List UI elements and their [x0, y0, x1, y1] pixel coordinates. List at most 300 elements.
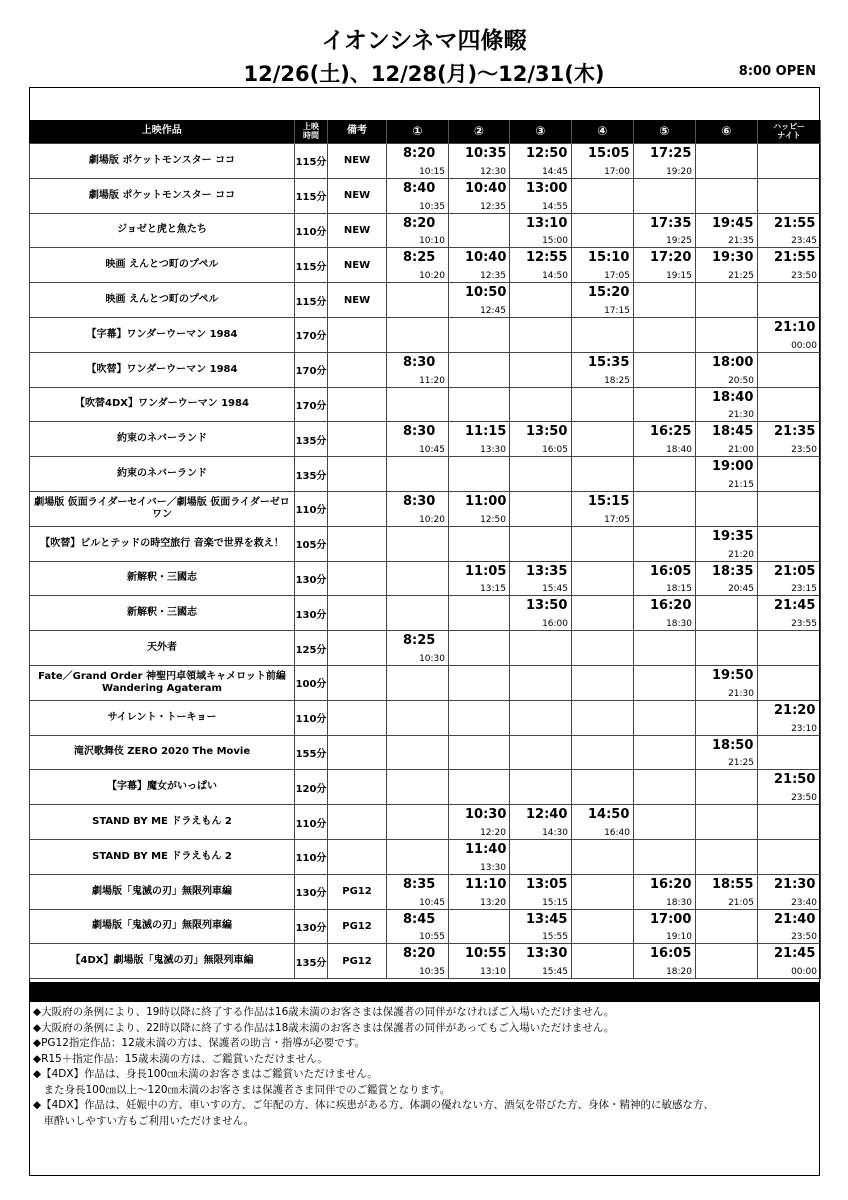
- showtime-slot-screen-5[interactable]: [634, 213, 696, 248]
- note-line: また身長100㎝以上～120㎝未満のお客さまは保護者さま同伴でのご鑑賞となります。: [33, 1083, 451, 1096]
- start-time: 13:00: [526, 180, 568, 196]
- showtime-slot-screen-1[interactable]: [387, 178, 449, 213]
- showtime-slot-screen-1[interactable]: [387, 352, 449, 387]
- showtime-slot-screen-3[interactable]: [510, 944, 572, 979]
- end-time: 15:15: [542, 897, 568, 908]
- end-time: 00:00: [791, 340, 817, 351]
- start-time: 21:45: [774, 598, 816, 614]
- showtime-slot-happy-night[interactable]: [758, 248, 821, 283]
- start-time: 12:40: [526, 807, 568, 823]
- end-time: 10:55: [419, 932, 445, 943]
- showtime-slot-screen-5: [634, 770, 696, 805]
- showtime-slot-screen-3: [510, 700, 572, 735]
- showtime-slot-screen-1[interactable]: [387, 491, 449, 526]
- header-duration: [295, 120, 328, 144]
- end-time: 10:35: [419, 201, 445, 212]
- start-time: 8:40: [403, 180, 436, 196]
- showtime-slot-screen-6: [696, 317, 758, 352]
- showtime-slot-happy-night[interactable]: [758, 213, 821, 248]
- showtime-slot-screen-5: [634, 178, 696, 213]
- start-time: 19:00: [712, 459, 754, 475]
- end-time: 13:20: [480, 897, 506, 908]
- note-line: ◆大阪府の条例により、19時以降に終了する作品は16歳未満のお客さまは保護者の同伴がなければご入場いただけません。: [33, 1006, 615, 1018]
- showtime-slot-screen-6: [696, 283, 758, 318]
- showtime-slot-screen-1[interactable]: [387, 422, 449, 457]
- showtime-slot-screen-3[interactable]: [510, 874, 572, 909]
- showtime-slot-screen-5[interactable]: [634, 909, 696, 944]
- end-time: 14:55: [542, 201, 568, 212]
- end-time: 10:20: [419, 514, 445, 525]
- end-time: 15:00: [542, 236, 568, 247]
- start-time: 10:30: [465, 807, 507, 823]
- start-time: 18:35: [712, 563, 754, 579]
- showtime-slot-screen-4[interactable]: [572, 805, 634, 840]
- start-time: 12:50: [526, 146, 568, 161]
- header-screen-5: ⑤: [634, 120, 696, 144]
- movie-title: 【吹替4DX】ワンダーウーマン 1984: [30, 387, 295, 422]
- table-row: [30, 944, 821, 979]
- start-time: 11:40: [465, 841, 507, 857]
- showtime-slot-screen-6[interactable]: [696, 387, 758, 422]
- end-time: 21:25: [728, 271, 754, 282]
- showtime-slot-screen-6[interactable]: [696, 735, 758, 770]
- showtime-slot-happy-night[interactable]: [758, 561, 821, 596]
- showtime-slot-screen-6[interactable]: [696, 665, 758, 700]
- start-time: 16:20: [650, 876, 692, 892]
- showtime-slot-screen-4: [572, 909, 634, 944]
- end-time: 12:20: [480, 827, 506, 838]
- movie-duration: 115分: [295, 178, 328, 213]
- showtime-slot-screen-3[interactable]: [510, 596, 572, 631]
- end-time: 11:20: [419, 375, 445, 386]
- showtime-slot-happy-night[interactable]: [758, 422, 821, 457]
- showtime-slot-screen-2: [449, 735, 510, 770]
- start-time: 17:25: [650, 146, 692, 161]
- start-time: 8:30: [403, 424, 436, 440]
- showtime-slot-screen-6: [696, 839, 758, 874]
- table-row: [30, 805, 821, 840]
- showtime-slot-screen-4: [572, 631, 634, 666]
- showtime-slot-screen-5[interactable]: [634, 944, 696, 979]
- start-time: 16:25: [650, 424, 692, 440]
- showtime-slot-screen-2[interactable]: [449, 178, 510, 213]
- showtime-slot-screen-3[interactable]: [510, 561, 572, 596]
- showtime-slot-screen-2: [449, 526, 510, 561]
- end-time: 23:40: [791, 897, 817, 908]
- header-happy-night: [758, 120, 821, 144]
- movie-note: [328, 805, 387, 840]
- showtime-slot-screen-6[interactable]: [696, 213, 758, 248]
- showtime-slot-screen-6[interactable]: [696, 874, 758, 909]
- showtime-slot-screen-3: [510, 839, 572, 874]
- note-line: ◆【4DX】作品は、身長100㎝未満のお客さまはご鑑賞いただけません。: [33, 1068, 378, 1080]
- start-time: 19:35: [712, 528, 754, 544]
- end-time: 00:00: [791, 967, 817, 978]
- showtime-slot-happy-night: [758, 491, 821, 526]
- end-time: 23:50: [791, 271, 817, 282]
- showtime-slot-happy-night[interactable]: [758, 770, 821, 805]
- movie-note: PG12: [328, 944, 387, 979]
- showtime-slot-screen-6: [696, 770, 758, 805]
- showtime-slot-happy-night: [758, 144, 821, 179]
- start-time: 11:10: [465, 876, 507, 892]
- end-time: 21:30: [728, 410, 754, 421]
- end-time: 15:45: [542, 967, 568, 978]
- movie-note: [328, 491, 387, 526]
- start-time: 10:50: [465, 285, 507, 301]
- showtime-slot-screen-2[interactable]: [449, 283, 510, 318]
- showtime-slot-screen-5: [634, 457, 696, 492]
- start-time: 21:55: [774, 250, 816, 266]
- showtime-slot-happy-night[interactable]: [758, 909, 821, 944]
- table-row: [30, 213, 821, 248]
- showtime-slot-screen-3[interactable]: [510, 422, 572, 457]
- showtime-slot-happy-night: [758, 352, 821, 387]
- showtime-slot-screen-1: [387, 457, 449, 492]
- schedule-table: [29, 120, 821, 979]
- start-time: 11:05: [465, 563, 507, 579]
- showtime-slot-screen-5: [634, 317, 696, 352]
- showtime-slot-screen-1[interactable]: [387, 248, 449, 283]
- start-time: 10:35: [465, 146, 507, 161]
- open-time: 8:00 OPEN: [738, 64, 816, 79]
- showtime-slot-screen-5: [634, 283, 696, 318]
- showtime-slot-happy-night: [758, 805, 821, 840]
- start-time: 21:40: [774, 911, 816, 927]
- end-time: 21:05: [728, 897, 754, 908]
- end-time: 10:45: [419, 897, 445, 908]
- showtime-slot-screen-1: [387, 526, 449, 561]
- showtime-slot-screen-4[interactable]: [572, 144, 634, 179]
- start-time: 10:40: [465, 250, 507, 266]
- showtime-slot-screen-3: [510, 491, 572, 526]
- table-header: [30, 120, 821, 144]
- start-time: 16:05: [650, 946, 692, 962]
- end-time: 20:50: [728, 375, 754, 386]
- showtime-slot-happy-night: [758, 665, 821, 700]
- movie-note: [328, 665, 387, 700]
- movie-note: PG12: [328, 909, 387, 944]
- showtime-slot-screen-5[interactable]: [634, 248, 696, 283]
- movie-duration: 120分: [295, 770, 328, 805]
- showtime-slot-happy-night[interactable]: [758, 944, 821, 979]
- end-time: 17:05: [604, 514, 630, 525]
- showtime-slot-screen-1[interactable]: [387, 909, 449, 944]
- note-line: 車酔いしやすい方もご利用いただけません。: [33, 1114, 255, 1127]
- showtime-slot-screen-3: [510, 352, 572, 387]
- movie-note: NEW: [328, 144, 387, 179]
- movie-title: 【吹替】ビルとテッドの時空旅行 音楽で世界を救え！: [30, 526, 295, 561]
- start-time: 8:30: [403, 354, 436, 370]
- showtime-slot-screen-2[interactable]: [449, 944, 510, 979]
- showtime-slot-screen-1: [387, 805, 449, 840]
- showtime-slot-screen-6: [696, 631, 758, 666]
- end-time: 15:55: [542, 932, 568, 943]
- showtime-slot-screen-2: [449, 352, 510, 387]
- table-row: [30, 596, 821, 631]
- showtime-slot-screen-4: [572, 596, 634, 631]
- showtime-slot-screen-1: [387, 561, 449, 596]
- showtime-slot-screen-4: [572, 457, 634, 492]
- showtime-slot-screen-6: [696, 909, 758, 944]
- start-time: 8:25: [403, 633, 436, 649]
- movie-title: ジョゼと虎と魚たち: [30, 213, 295, 248]
- note-line: ◆【4DX】作品は、妊娠中の方、車いすの方、ご年配の方、体に疾患がある方、体調の優れない方、酒気を帯びた方、身体・精神的に敏感な方、: [33, 1099, 715, 1111]
- showtime-slot-screen-3: [510, 735, 572, 770]
- showtime-slot-screen-1: [387, 283, 449, 318]
- showtime-slot-screen-4: [572, 839, 634, 874]
- movie-note: [328, 839, 387, 874]
- showtime-slot-happy-night[interactable]: [758, 874, 821, 909]
- showtime-slot-screen-5[interactable]: [634, 144, 696, 179]
- showtime-slot-screen-5: [634, 665, 696, 700]
- end-time: 21:15: [728, 479, 754, 490]
- showtime-slot-happy-night: [758, 735, 821, 770]
- end-time: 10:10: [419, 236, 445, 247]
- showtime-slot-screen-5[interactable]: [634, 874, 696, 909]
- showtime-slot-screen-4: [572, 317, 634, 352]
- start-time: 13:05: [526, 876, 568, 892]
- showtime-slot-screen-4: [572, 213, 634, 248]
- start-time: 10:55: [465, 946, 507, 962]
- start-time: 17:00: [650, 911, 692, 927]
- movie-title: 【字幕】魔女がいっぱい: [30, 770, 295, 805]
- end-time: 16:40: [604, 827, 630, 838]
- showtime-slot-screen-5[interactable]: [634, 561, 696, 596]
- showtime-slot-screen-6[interactable]: [696, 526, 758, 561]
- start-time: 19:30: [712, 250, 754, 266]
- header-title: 上映作品: [30, 120, 295, 144]
- start-time: 10:40: [465, 180, 507, 196]
- start-time: 8:25: [403, 250, 436, 266]
- movie-duration: 170分: [295, 317, 328, 352]
- note-line: ◆PG12指定作品：12歳未満の方は、保護者の助言・指導が必要です。: [33, 1037, 365, 1049]
- start-time: 15:20: [588, 285, 630, 301]
- end-time: 10:45: [419, 445, 445, 456]
- showtime-slot-screen-4[interactable]: [572, 283, 634, 318]
- header-screen-3: ③: [510, 120, 572, 144]
- showtime-slot-screen-6[interactable]: [696, 248, 758, 283]
- showtime-slot-screen-1[interactable]: [387, 944, 449, 979]
- showtime-slot-screen-2[interactable]: [449, 248, 510, 283]
- showtime-slot-screen-3[interactable]: [510, 213, 572, 248]
- movie-title: STAND BY ME ドラえもん 2: [30, 805, 295, 840]
- showtime-slot-screen-1[interactable]: [387, 631, 449, 666]
- showtime-slot-screen-4: [572, 178, 634, 213]
- end-time: 23:50: [791, 445, 817, 456]
- showtime-slot-screen-1[interactable]: [387, 144, 449, 179]
- showtime-slot-screen-6: [696, 491, 758, 526]
- showtime-slot-screen-2: [449, 457, 510, 492]
- start-time: 21:20: [774, 702, 816, 718]
- showtime-slot-screen-3[interactable]: [510, 144, 572, 179]
- showtime-slot-screen-5: [634, 839, 696, 874]
- showtime-slot-happy-night[interactable]: [758, 317, 821, 352]
- showtime-slot-screen-4[interactable]: [572, 352, 634, 387]
- movie-duration: 155分: [295, 735, 328, 770]
- movie-note: NEW: [328, 178, 387, 213]
- movie-duration: 135分: [295, 944, 328, 979]
- showtime-slot-screen-2[interactable]: [449, 422, 510, 457]
- showtime-slot-screen-3[interactable]: [510, 909, 572, 944]
- showtime-slot-screen-3: [510, 317, 572, 352]
- showtime-slot-screen-6: [696, 144, 758, 179]
- header-duration-label: 上映 時間: [303, 122, 319, 140]
- movie-note: [328, 352, 387, 387]
- showtime-slot-screen-3: [510, 770, 572, 805]
- showtime-slot-screen-4: [572, 770, 634, 805]
- movie-title: 約束のネバーランド: [30, 457, 295, 492]
- movie-note: [328, 631, 387, 666]
- start-time: 11:15: [465, 424, 507, 440]
- showtime-slot-screen-2: [449, 213, 510, 248]
- header-note: 備考: [328, 120, 387, 144]
- showtime-slot-screen-4[interactable]: [572, 491, 634, 526]
- showtime-slot-screen-4: [572, 561, 634, 596]
- end-time: 23:45: [791, 236, 817, 247]
- end-time: 12:30: [480, 166, 506, 177]
- end-time: 10:20: [419, 271, 445, 282]
- showtime-slot-happy-night[interactable]: [758, 700, 821, 735]
- showtime-slot-screen-4[interactable]: [572, 248, 634, 283]
- showtime-slot-screen-3: [510, 387, 572, 422]
- showtime-slot-happy-night[interactable]: [758, 596, 821, 631]
- movie-duration: 130分: [295, 596, 328, 631]
- end-time: 16:00: [542, 619, 568, 630]
- start-time: 15:35: [588, 354, 630, 370]
- movie-duration: 110分: [295, 839, 328, 874]
- movie-title: 【吹替】ワンダーウーマン 1984: [30, 352, 295, 387]
- showtime-slot-happy-night: [758, 387, 821, 422]
- movie-duration: 135分: [295, 457, 328, 492]
- end-time: 19:25: [666, 236, 692, 247]
- showtime-slot-screen-2[interactable]: [449, 144, 510, 179]
- showtime-slot-screen-6: [696, 944, 758, 979]
- showtime-slot-screen-6: [696, 596, 758, 631]
- movie-duration: 110分: [295, 491, 328, 526]
- movie-note: NEW: [328, 213, 387, 248]
- table-row: [30, 700, 821, 735]
- end-time: 14:30: [542, 827, 568, 838]
- header-happy-label: ハッピー ナイト: [773, 122, 805, 140]
- start-time: 21:35: [774, 424, 816, 440]
- showtime-slot-screen-6[interactable]: [696, 457, 758, 492]
- showtime-slot-screen-3[interactable]: [510, 805, 572, 840]
- showtime-slot-screen-4: [572, 944, 634, 979]
- end-time: 12:45: [480, 305, 506, 316]
- showtime-slot-screen-4: [572, 700, 634, 735]
- movie-title: 新解釈・三國志: [30, 596, 295, 631]
- cinema-title: イオンシネマ四條畷: [321, 28, 527, 54]
- movie-title: Fate／Grand Order 神聖円卓領域キャメロット前編 Wandering Agateram: [30, 665, 295, 700]
- showtime-slot-screen-2: [449, 387, 510, 422]
- end-time: 23:50: [791, 793, 817, 804]
- movie-note: [328, 387, 387, 422]
- end-time: 18:40: [666, 445, 692, 456]
- end-time: 19:10: [666, 932, 692, 943]
- showtime-slot-screen-5: [634, 491, 696, 526]
- start-time: 8:45: [403, 911, 436, 927]
- showtime-slot-screen-1: [387, 770, 449, 805]
- end-time: 13:10: [480, 967, 506, 978]
- start-time: 8:20: [403, 215, 436, 231]
- showtime-slot-screen-1[interactable]: [387, 213, 449, 248]
- movie-duration: 170分: [295, 352, 328, 387]
- showtime-slot-screen-2[interactable]: [449, 561, 510, 596]
- showtime-slot-screen-2[interactable]: [449, 491, 510, 526]
- start-time: 13:50: [526, 598, 568, 614]
- showtime-slot-screen-1: [387, 596, 449, 631]
- showtime-slot-screen-6[interactable]: [696, 422, 758, 457]
- showtime-slot-screen-1: [387, 665, 449, 700]
- end-time: 16:05: [542, 445, 568, 456]
- showtime-slot-screen-5: [634, 805, 696, 840]
- showtime-slot-screen-2: [449, 317, 510, 352]
- movie-duration: 110分: [295, 805, 328, 840]
- movie-duration: 115分: [295, 248, 328, 283]
- header-screen-4: ④: [572, 120, 634, 144]
- note-line: ◆大阪府の条例により、22時以降に終了する作品は18歳未満のお客さまは保護者の同伴があってもご入場いただけません。: [33, 1021, 615, 1034]
- showtime-slot-screen-1[interactable]: [387, 874, 449, 909]
- header-screen-2: ②: [449, 120, 510, 144]
- end-time: 21:35: [728, 236, 754, 247]
- end-time: 18:20: [666, 967, 692, 978]
- showtime-slot-screen-3[interactable]: [510, 178, 572, 213]
- showtime-slot-screen-3: [510, 631, 572, 666]
- showtime-slot-screen-5: [634, 387, 696, 422]
- showtime-slot-screen-2: [449, 665, 510, 700]
- end-time: 21:30: [728, 688, 754, 699]
- end-time: 18:15: [666, 584, 692, 595]
- showtime-slot-screen-2[interactable]: [449, 839, 510, 874]
- movie-duration: 130分: [295, 874, 328, 909]
- start-time: 8:30: [403, 493, 436, 509]
- start-time: 21:30: [774, 876, 816, 892]
- movie-note: NEW: [328, 248, 387, 283]
- start-time: 13:45: [526, 911, 568, 927]
- start-time: 21:10: [774, 319, 816, 335]
- footer-bar: [29, 982, 820, 1002]
- showtime-slot-screen-3[interactable]: [510, 248, 572, 283]
- start-time: 17:35: [650, 215, 692, 231]
- start-time: 19:45: [712, 215, 754, 231]
- showtime-slot-screen-6[interactable]: [696, 561, 758, 596]
- showtime-slot-screen-2[interactable]: [449, 874, 510, 909]
- start-time: 21:45: [774, 946, 816, 962]
- start-time: 12:55: [526, 250, 568, 266]
- showtime-slot-screen-6[interactable]: [696, 352, 758, 387]
- table-row: [30, 735, 821, 770]
- end-time: 23:15: [791, 584, 817, 595]
- movie-note: NEW: [328, 283, 387, 318]
- start-time: 13:50: [526, 424, 568, 440]
- showtime-slot-screen-2[interactable]: [449, 805, 510, 840]
- movie-title: 劇場版 ポケットモンスター ココ: [30, 178, 295, 213]
- table-row: [30, 874, 821, 909]
- showtime-slot-screen-5[interactable]: [634, 596, 696, 631]
- showtime-slot-screen-4: [572, 387, 634, 422]
- movie-duration: 115分: [295, 283, 328, 318]
- showtime-slot-screen-5[interactable]: [634, 422, 696, 457]
- movie-duration: 135分: [295, 422, 328, 457]
- end-time: 23:55: [791, 619, 817, 630]
- end-time: 18:30: [666, 619, 692, 630]
- showtime-slot-screen-2: [449, 909, 510, 944]
- start-time: 15:05: [588, 146, 630, 161]
- movie-note: [328, 317, 387, 352]
- end-time: 14:45: [542, 166, 568, 177]
- showtime-slot-screen-1: [387, 387, 449, 422]
